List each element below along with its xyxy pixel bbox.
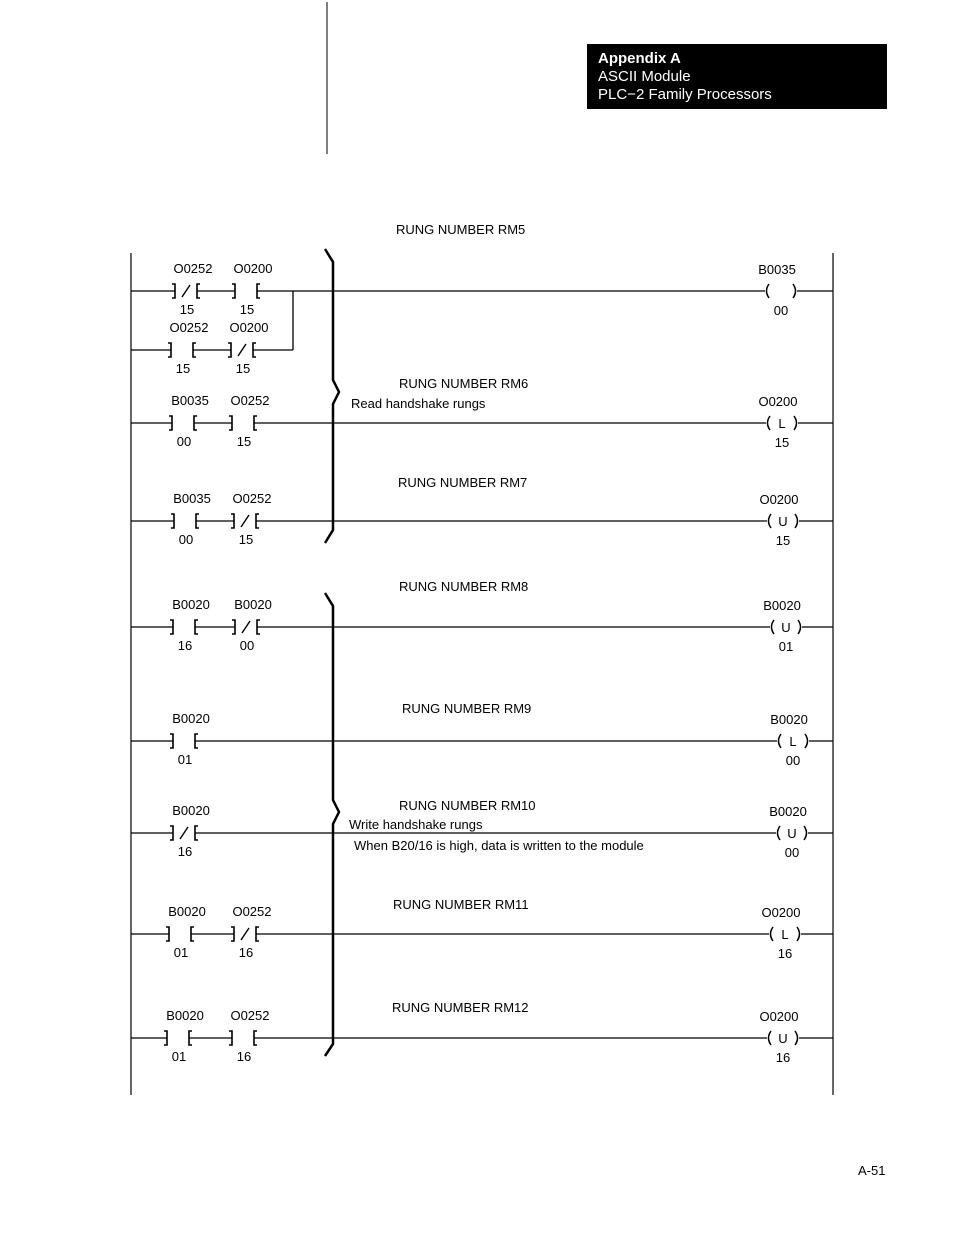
rung-5-coil-right — [805, 734, 808, 748]
page-number: A-51 — [858, 1163, 886, 1178]
rung-3-2-contact-address: O0252 — [232, 491, 272, 506]
header-subtitle-2: PLC−2 Family Processors — [598, 86, 772, 103]
rung-1-label: RUNG NUMBER RM5 — [396, 222, 526, 237]
rung-5-coil-address: B0020 — [770, 712, 808, 727]
rung-7-1-contact-address: B0020 — [168, 904, 206, 919]
rung-5-coil-type: L — [789, 734, 797, 749]
rung-1-coil-bit: 00 — [773, 303, 789, 318]
rung-8-1-contact-address: B0020 — [166, 1008, 204, 1023]
write-group-label: Write handshake rungs — [349, 817, 483, 832]
rung-5-coil-bit: 00 — [785, 753, 801, 768]
rung-4-label: RUNG NUMBER RM8 — [399, 579, 529, 594]
rung-1-branch-2-contact-slash — [238, 344, 246, 356]
rung-7-2-contact-address: O0252 — [232, 904, 272, 919]
read-group-brace — [325, 249, 339, 543]
rung-4-2-contact-bit: 00 — [239, 638, 255, 653]
rung-6-1-contact-address: B0020 — [172, 803, 210, 818]
header-subtitle: ASCII Module — [598, 68, 691, 85]
rung-3-coil-bit: 15 — [775, 533, 791, 548]
rung-1-branch-1-contact-bit: 15 — [175, 361, 191, 376]
rung-8-2-contact-address: O0252 — [230, 1008, 270, 1023]
rungs-layer — [131, 222, 833, 1065]
rung-6-label: RUNG NUMBER RM10 — [399, 798, 536, 813]
rung-2-1-contact-address: B0035 — [171, 393, 209, 408]
rung-2-coil-type: L — [778, 416, 786, 431]
rung-3-coil-type: U — [778, 514, 788, 529]
rung-6-1-contact-slash — [180, 827, 188, 839]
rung-5-coil-left — [779, 734, 782, 748]
rung-7-label: RUNG NUMBER RM11 — [393, 897, 529, 912]
rung-4-2-contact-address: B0020 — [234, 597, 272, 612]
header-title: Appendix A — [598, 50, 681, 67]
rung-2-coil-right — [794, 416, 797, 430]
rung-8-coil-type: U — [778, 1031, 788, 1046]
rung-7-coil-type: L — [781, 927, 789, 942]
read-group-label: Read handshake rungs — [351, 396, 486, 411]
rung-1-branch-2-contact-address: O0200 — [229, 320, 269, 335]
rung-7-coil-left — [771, 927, 774, 941]
rung-4-coil-type: U — [781, 620, 791, 635]
rung-1-branch-1-contact-address: O0252 — [169, 320, 209, 335]
rung-3-coil-address: O0200 — [759, 492, 799, 507]
rung-1-coil-right — [793, 284, 796, 298]
rung-3-label: RUNG NUMBER RM7 — [398, 475, 528, 490]
rung-4-1-contact-bit: 16 — [177, 638, 193, 653]
rung-3-2-contact-bit: 15 — [238, 532, 254, 547]
rung-1-1-contact-address: O0252 — [173, 261, 213, 276]
rung-8-1-contact-bit: 01 — [171, 1049, 187, 1064]
rung-7-2-contact-bit: 16 — [238, 945, 254, 960]
rung-8-coil-left — [769, 1031, 772, 1045]
rung-6-coil-right — [804, 826, 807, 840]
rung-3-coil-left — [769, 514, 772, 528]
rung-2-2-contact-address: O0252 — [230, 393, 270, 408]
rung-8-coil-address: O0200 — [759, 1009, 799, 1024]
rung-7-coil-right — [797, 927, 800, 941]
rung-2-coil-bit: 15 — [774, 435, 790, 450]
rung-4-coil-left — [772, 620, 775, 634]
rung-7-coil-bit: 16 — [777, 946, 793, 961]
rung-1-2-contact-address: O0200 — [233, 261, 273, 276]
rung-8-label: RUNG NUMBER RM12 — [392, 1000, 529, 1015]
rung-3-2-contact-slash — [241, 515, 249, 527]
rung-4-coil-right — [798, 620, 801, 634]
rung-3-coil-right — [795, 514, 798, 528]
rung-4-1-contact-address: B0020 — [172, 597, 210, 612]
rung-2-2-contact-bit: 15 — [236, 434, 252, 449]
rung-1-coil-address: B0035 — [758, 262, 796, 277]
rung-6-coil-left — [778, 826, 781, 840]
rung-2-label: RUNG NUMBER RM6 — [399, 376, 529, 391]
rung-6-coil-bit: 00 — [784, 845, 800, 860]
rung-1-1-contact-slash — [182, 285, 190, 297]
rung-5-label: RUNG NUMBER RM9 — [402, 701, 532, 716]
rung-5-1-contact-bit: 01 — [177, 752, 193, 767]
rung-6-coil-address: B0020 — [769, 804, 807, 819]
rung-6-1-contact-bit: 16 — [177, 844, 193, 859]
rung-2-1-contact-bit: 00 — [176, 434, 192, 449]
rung-2-coil-left — [768, 416, 771, 430]
rung-8-coil-right — [795, 1031, 798, 1045]
rung-7-2-contact-slash — [241, 928, 249, 940]
rung-1-branch-2-contact-bit: 15 — [235, 361, 251, 376]
rung-8-coil-bit: 16 — [775, 1050, 791, 1065]
rung-4-coil-address: B0020 — [763, 598, 801, 613]
rung-7-coil-address: O0200 — [761, 905, 801, 920]
rung-2-coil-address: O0200 — [758, 394, 798, 409]
rung-4-2-contact-slash — [242, 621, 250, 633]
rung-3-1-contact-bit: 00 — [178, 532, 194, 547]
rung-1-coil-left — [767, 284, 770, 298]
rung-4-coil-bit: 01 — [778, 639, 794, 654]
rung-1-2-contact-bit: 15 — [239, 302, 255, 317]
rung-7-1-contact-bit: 01 — [173, 945, 189, 960]
rung-5-1-contact-address: B0020 — [172, 711, 210, 726]
rung-1-1-contact-bit: 15 — [179, 302, 195, 317]
rung-6-coil-type: U — [787, 826, 797, 841]
rung-3-1-contact-address: B0035 — [173, 491, 211, 506]
write-group-brace — [325, 593, 339, 1056]
write-group-note: When B20/16 is high, data is written to the module — [354, 838, 644, 853]
rung-8-2-contact-bit: 16 — [236, 1049, 252, 1064]
